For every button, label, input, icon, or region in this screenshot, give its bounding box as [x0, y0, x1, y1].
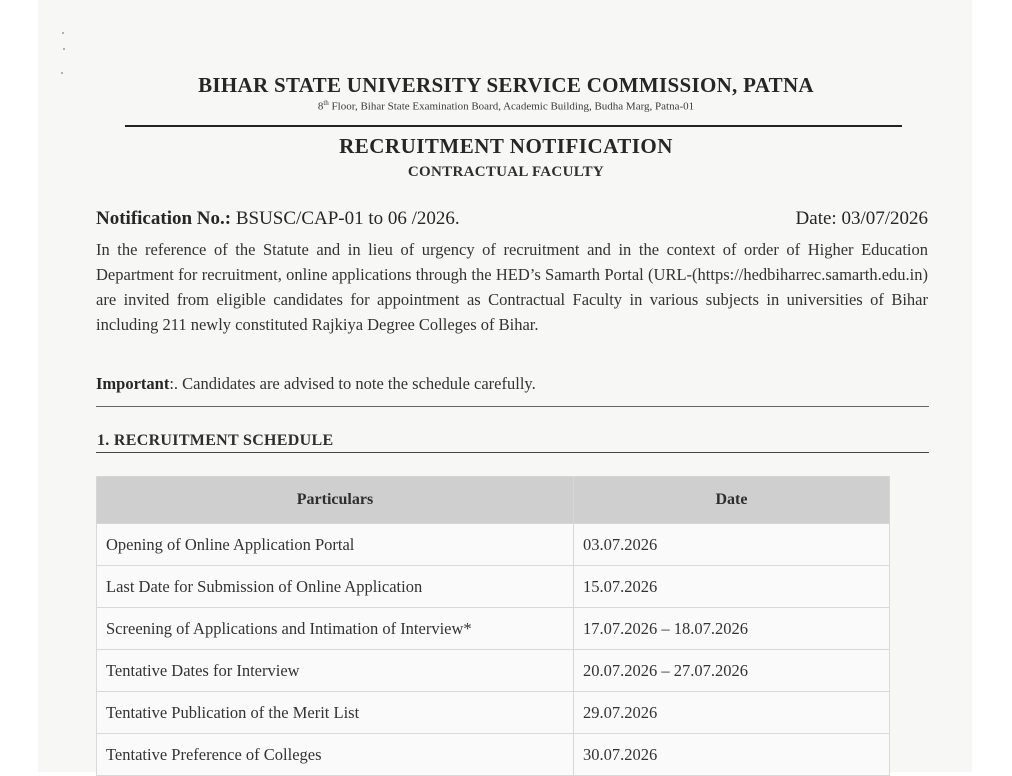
row-date: 03.07.2026: [574, 524, 890, 566]
notification-date: Date: 03/07/2026: [795, 208, 928, 229]
important-label: Important: [96, 374, 170, 393]
table-row: [97, 734, 890, 776]
row-particular: Tentative Publication of the Merit List: [97, 692, 574, 734]
important-note: [96, 374, 928, 394]
column-header-date: Date: [574, 477, 890, 524]
notification-subtitle: CONTRACTUAL FACULTY: [407, 164, 605, 180]
section-divider: [96, 406, 929, 407]
row-particular: Last Date for Submission of Online Application: [97, 566, 574, 608]
floor-suffix: th: [323, 99, 329, 107]
scan-speck: [63, 48, 65, 50]
column-header-particulars: Particulars: [97, 477, 574, 524]
important-text: :. Candidates are advised to note the schedule carefully.: [169, 374, 536, 393]
floor-number: 8: [317, 100, 324, 113]
row-particular: Tentative Preference of Colleges: [97, 734, 574, 776]
section-heading: 1. RECRUITMENT SCHEDULE: [97, 432, 334, 449]
row-particular: Tentative Dates for Interview: [97, 650, 574, 692]
row-date: 20.07.2026 – 27.07.2026: [574, 650, 890, 692]
table-row: [97, 692, 890, 734]
table-header-row: [97, 477, 890, 524]
table-row: [97, 566, 890, 608]
notification-number-label: Notification No.:: [96, 208, 232, 229]
row-date: 17.07.2026 – 18.07.2026: [574, 608, 890, 650]
schedule-table: [96, 476, 890, 776]
row-date: 30.07.2026: [574, 734, 890, 776]
row-date: 15.07.2026: [574, 566, 890, 608]
table-row: [97, 524, 890, 566]
section-heading-underline: [96, 452, 929, 453]
commission-address: [0, 99, 1012, 113]
header-divider: [125, 125, 902, 127]
notification-meta: [96, 208, 928, 234]
address-text: Floor, Bihar State Examination Board, Academic Building, Budha Marg, Patna-01: [328, 100, 695, 113]
notification-title: RECRUITMENT NOTIFICATION: [339, 134, 673, 158]
row-date: 29.07.2026: [574, 692, 890, 734]
row-particular: Screening of Applications and Intimation of Interview*: [97, 608, 574, 650]
table-row: [97, 650, 890, 692]
row-particular: Opening of Online Application Portal: [97, 524, 574, 566]
table-row: [97, 608, 890, 650]
notification-paragraph: In the reference of the Statute and in lieu of urgency of recruitment and in the context of order of Higher Education Department for recruitment, online applications through the HED’s Samarth Portal (URL-(https://hedbiharrec.samarth.edu.in) are invited from eligible candidates for appointment as Contractual Faculty in various subjects in universities of Bihar including 211 newly constituted Rajkiya Degree Colleges of Bihar.: [96, 240, 928, 334]
commission-title: BIHAR STATE UNIVERSITY SERVICE COMMISSION, PATNA: [198, 73, 814, 97]
notification-number: BSUSC/CAP-01 to 06 /2026.: [231, 208, 460, 229]
scan-speck: [62, 32, 64, 34]
